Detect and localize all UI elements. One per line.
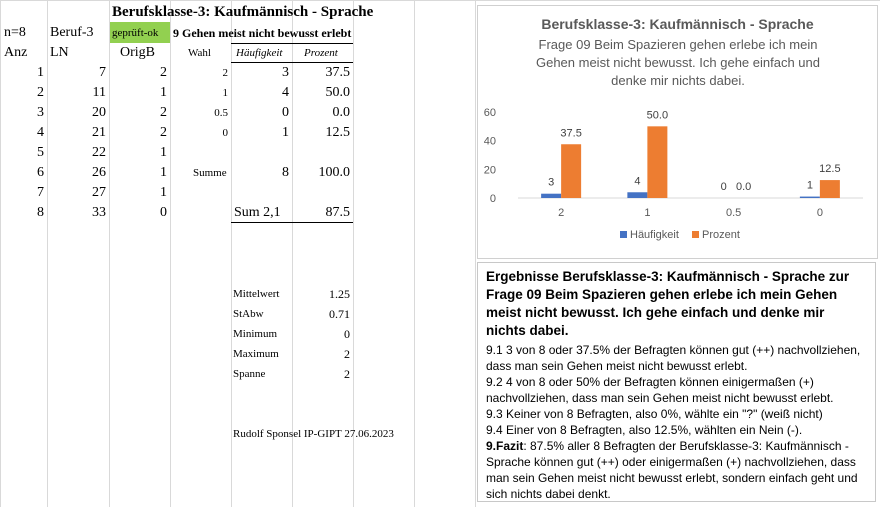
cell-anz[interactable]: 1 (37, 65, 44, 80)
y-tick-label: 0 (489, 193, 496, 205)
sheet-title: Berufsklasse-3: Kaufmännisch - Sprache (112, 4, 374, 20)
stat-label[interactable]: Minimum (233, 328, 278, 340)
sum21-prozent[interactable]: 87.5 (325, 205, 350, 220)
sum21-label[interactable]: Sum 2,1 (234, 205, 281, 220)
cell-anz[interactable]: 4 (37, 125, 44, 140)
chart-plot (478, 6, 877, 258)
legend-swatch (692, 231, 699, 238)
col-prozent-header[interactable]: Prozent (304, 47, 338, 59)
cell-ln[interactable]: 33 (92, 205, 106, 220)
stat-value[interactable]: 0.71 (329, 307, 350, 321)
cell-origb[interactable]: 1 (160, 85, 167, 100)
result-item-4: 9.4 Einer von 8 Befragten, also 12.5%, wählten ein Nein (-). (486, 423, 803, 437)
cell-origb[interactable]: 1 (160, 165, 167, 180)
bar-prozent (647, 126, 667, 198)
legend-swatch (620, 231, 627, 238)
legend-entry: Häufigkeit (630, 229, 679, 241)
x-tick-label: 2 (558, 207, 565, 219)
cell-ln[interactable]: 11 (92, 85, 106, 100)
bar-häufigkeit (800, 197, 820, 198)
bar-data-label: 1 (806, 179, 813, 192)
grid-line (475, 0, 476, 507)
x-tick-label: 1 (644, 207, 651, 219)
cell-anz[interactable]: 2 (37, 85, 44, 100)
cell-anz[interactable]: 8 (37, 205, 44, 220)
summe-label[interactable]: Summe (193, 167, 227, 179)
cell-origb[interactable]: 1 (160, 185, 167, 200)
cell-wahl[interactable]: 0 (222, 127, 228, 139)
bar-häufigkeit (541, 194, 561, 198)
y-tick-label: 60 (483, 107, 496, 119)
question-label[interactable]: 9 Gehen meist nicht bewusst erlebt (173, 26, 352, 40)
cell-ln[interactable]: 7 (99, 65, 106, 80)
fazit-text: : 87.5% aller 8 Befragten der Berufsklasse-3: Kaufmännisch - Sprache können gut (++) oder einigermaßen (+) nachvollziehen, dass man sein Gehen meist nicht bewusst erlebt, sondern einfach geht und sich nichts dabei denkt. (486, 439, 858, 501)
bar-prozent (820, 180, 840, 198)
result-item-3: 9.3 Keiner von 8 Befragten, also 0%, wählte ein "?" (weiß nicht) (486, 407, 823, 421)
cell-prozent[interactable]: 12.5 (325, 125, 350, 140)
bar-prozent (561, 144, 581, 198)
cell-prozent[interactable]: 37.5 (325, 65, 350, 80)
cell-ln[interactable]: 22 (92, 145, 106, 160)
stat-label[interactable]: Mittelwert (233, 288, 280, 300)
cell-anz[interactable]: 7 (37, 185, 44, 200)
bar-data-label: 0.0 (735, 181, 752, 193)
cell-ln[interactable]: 21 (92, 125, 106, 140)
stat-label[interactable]: StAbw (233, 308, 264, 320)
bar-data-label: 50.0 (646, 109, 669, 122)
header-top-border (231, 43, 353, 44)
summe-prozent[interactable]: 100.0 (318, 165, 350, 180)
x-tick-label: 0 (816, 207, 823, 219)
cell-anz[interactable]: 5 (37, 145, 44, 160)
cell-haeufigkeit[interactable]: 3 (282, 65, 289, 80)
y-tick-label: 20 (483, 164, 496, 177)
cell-anz[interactable]: 3 (37, 105, 44, 120)
cell-ln[interactable]: 26 (92, 165, 106, 180)
cell-ln[interactable]: 20 (92, 105, 106, 120)
result-fazit (486, 438, 867, 502)
cell-origb[interactable]: 2 (160, 65, 167, 80)
col-anz-header[interactable]: Anz (4, 45, 28, 60)
result-title: Ergebnisse Berufsklasse-3: Kaufmännisch - Sprache zur Frage 09 Beim Spazieren gehen erlebe ich mein Gehen meist nicht bewusst. Ich gehe einfach und denke mir nichts dabei. (486, 269, 850, 338)
check-ok-badge[interactable]: geprüft-ok (110, 22, 170, 43)
bar-data-label: 37.5 (560, 127, 582, 140)
result-textbox[interactable] (477, 262, 876, 502)
stat-value[interactable]: 2 (344, 367, 350, 381)
col-origb-header[interactable]: OrigB (120, 45, 155, 60)
stat-value[interactable]: 1.25 (329, 287, 350, 301)
x-tick-label: 0.5 (725, 207, 742, 219)
cell-haeufigkeit[interactable]: 0 (282, 105, 289, 120)
group-label[interactable]: Beruf-3 (50, 25, 94, 40)
bar-häufigkeit (627, 192, 647, 198)
cell-origb[interactable]: 2 (160, 125, 167, 140)
fazit-label: 9.Fazit (486, 439, 524, 453)
cell-wahl[interactable]: 0.5 (214, 107, 228, 119)
col-haeufigkeit-header[interactable]: Häufigkeit (236, 47, 283, 59)
grid-line (414, 0, 415, 507)
cell-wahl[interactable]: 1 (222, 87, 228, 99)
bar-chart[interactable] (477, 5, 878, 259)
legend-entry: Prozent (702, 229, 740, 241)
bar-data-label: 0 (720, 181, 727, 193)
y-tick-label: 40 (483, 135, 496, 148)
summe-haeufigkeit[interactable]: 8 (282, 165, 289, 180)
cell-origb[interactable]: 2 (160, 105, 167, 120)
col-ln-header[interactable]: LN (50, 45, 69, 60)
stat-label[interactable]: Spanne (233, 368, 266, 380)
bar-data-label: 12.5 (819, 163, 841, 176)
col-wahl-header[interactable]: Wahl (188, 47, 211, 59)
result-item-1: 9.1 3 von 8 oder 37.5% der Befragten können gut (++) nachvollziehen, dass man sein Gehen meist nicht bewusst erlebt. (486, 343, 861, 373)
bar-data-label: 4 (634, 175, 641, 188)
cell-wahl[interactable]: 2 (222, 67, 228, 79)
stat-value[interactable]: 0 (344, 327, 350, 341)
result-item-2: 9.2 4 von 8 oder 50% der Befragten können einigermaßen (+) nachvollziehen, dass man sein Gehen meist nicht bewusst erlebt. (486, 375, 834, 405)
chart-subtitle: Frage 09 Beim Spazieren gehen erlebe ich mein Gehen meist nicht bewusst. Ich gehe einfach und denke mir nichts dabei. (535, 37, 820, 88)
cell-origb[interactable]: 0 (160, 205, 167, 220)
cell-ln[interactable]: 27 (92, 185, 106, 200)
stat-label[interactable]: Maximum (233, 348, 279, 360)
cell-haeufigkeit[interactable]: 1 (282, 125, 289, 140)
bar-data-label: 3 (548, 176, 555, 189)
cell-prozent[interactable]: 50.0 (325, 85, 350, 100)
cell-haeufigkeit[interactable]: 4 (282, 85, 289, 100)
chart-title: Berufsklasse-3: Kaufmännisch - Sprache (541, 16, 814, 32)
n-label[interactable]: n=8 (4, 25, 26, 40)
author-credit[interactable]: Rudolf Sponsel IP-GIPT 27.06.2023 (233, 428, 394, 440)
cell-prozent[interactable]: 0.0 (332, 105, 350, 120)
cell-origb[interactable]: 1 (160, 145, 167, 160)
stat-value[interactable]: 2 (344, 347, 350, 361)
cell-anz[interactable]: 6 (37, 165, 44, 180)
